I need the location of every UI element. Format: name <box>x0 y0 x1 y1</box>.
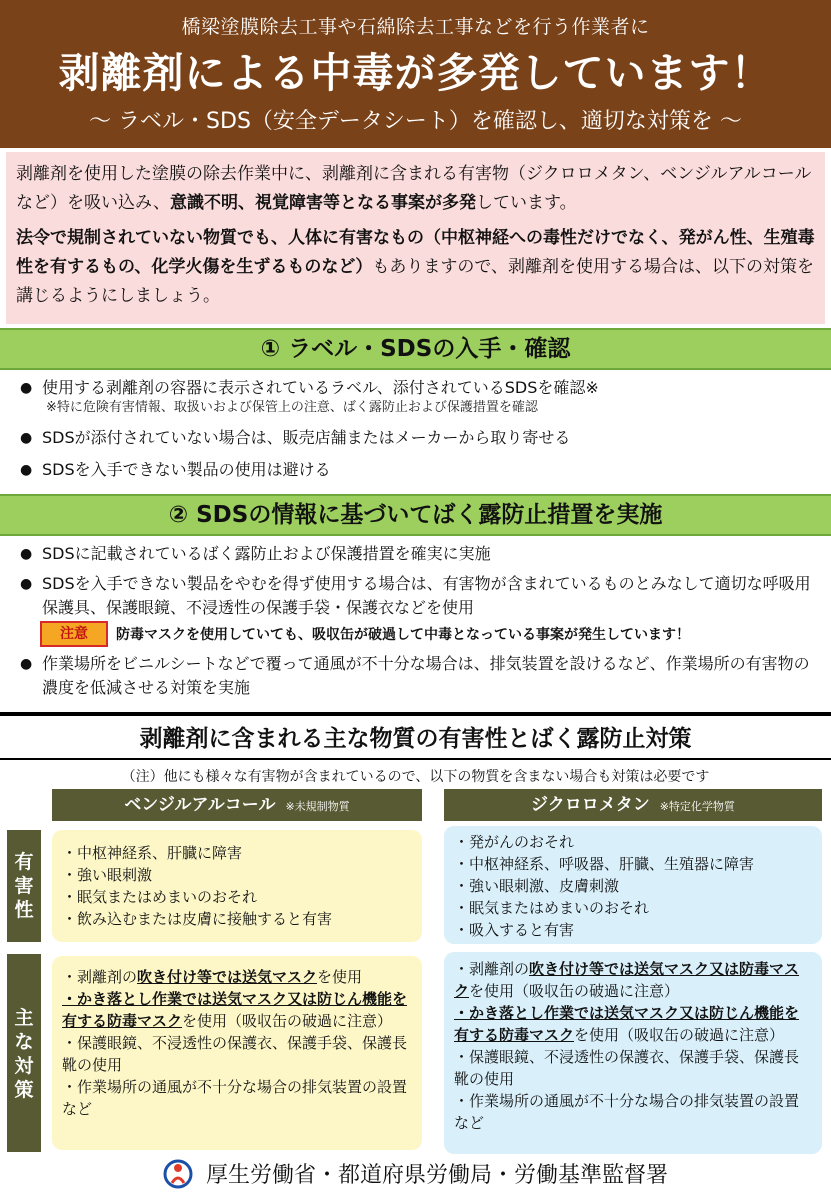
cell-line: ・眠気またはめまいのおそれ <box>62 888 258 906</box>
list-item <box>18 376 818 400</box>
cell-line: ・保護眼鏡、不浸透性の保護衣、保護手袋、保護長靴の使用 <box>62 1034 408 1074</box>
page-subtitle: ～ ラベル・SDS（安全データシート）を確認し、適切な対策を ～ <box>89 109 742 134</box>
column-header-benzyl-alcohol <box>52 789 422 821</box>
list-item-text: 作業場所をビニルシートなどで覆って通風が不十分な場合は、排気装置を設けるなど、作業場所の有害物の濃度を低減させる対策を実施 <box>42 654 810 697</box>
bullet-icon: ● <box>20 430 33 446</box>
caution-badge: 注意 <box>40 621 108 647</box>
cell-emphasis: 吹き付け等では送気マスク又は防毒マスク <box>454 960 800 1000</box>
bullet-icon: ● <box>20 576 33 592</box>
list-item-text: SDSを入手できない製品をやむを得ず使用する場合は、有害物が含まれているものとみなして適切な呼吸用保護具、保護眼鏡、不浸透性の保護手袋・保護衣などを使用 <box>42 574 811 617</box>
list-item <box>18 652 818 700</box>
cell-line: ・飲み込むまたは皮膚に接触すると有害 <box>62 910 333 928</box>
section-1-footnote: ※特に危険有害情報、取扱いおよび保管上の注意、ばく露防止および保護措置を確認 <box>46 400 538 415</box>
list-item <box>18 542 818 566</box>
cell-line <box>62 966 412 988</box>
cell-line: ・保護眼鏡、不浸透性の保護衣、保護手袋、保護長靴の使用 <box>454 1048 800 1088</box>
cell-line <box>454 1002 812 1046</box>
column-header-tag: ※未規制物質 <box>285 800 350 813</box>
ministry-logo-icon <box>163 1159 193 1189</box>
cell-dcm-measures <box>444 952 822 1154</box>
column-header-label: ベンジルアルコール <box>124 795 276 815</box>
row-label-measures <box>7 954 41 1152</box>
intro-paragraph-2 <box>16 224 815 311</box>
bullet-icon: ● <box>20 462 33 478</box>
cell-emphasis: ・かき落とし作業では送気マスク又は防じん機能を有する防毒マスク <box>62 990 408 1030</box>
caution-row <box>40 621 830 647</box>
caution-message: 防毒マスクを使用していても、吸収缶が破過して中毒となっている事案が発生しています！ <box>116 627 690 643</box>
cell-text: を使用（吸収缶の破過に注意） <box>574 1026 785 1044</box>
intro-paragraph-1 <box>16 160 815 218</box>
cell-line: ・吸入すると有害 <box>454 921 575 939</box>
row-label-char: 策 <box>14 1079 34 1101</box>
intro-box <box>6 152 825 324</box>
row-label-hazard <box>7 830 41 942</box>
cell-line: ・中枢神経系、呼吸器、肝臓、生殖器に障害 <box>454 855 755 873</box>
row-label-char: な <box>14 1031 34 1053</box>
cell-dcm-hazard <box>444 826 822 944</box>
row-label-char: 有 <box>14 851 34 873</box>
cell-text: を使用（吸収缶の破過に注意） <box>182 1012 393 1030</box>
cell-line: ・強い眼刺激 <box>62 866 153 884</box>
cell-emphasis: 吹き付け等では送気マスク <box>137 968 318 986</box>
cell-line <box>454 958 812 1002</box>
intro-emphasis: 意識不明、視覚障害等となる事案が多発 <box>170 193 477 213</box>
cell-line: ・中枢神経系、肝臓に障害 <box>62 844 243 862</box>
cell-benzyl-measures <box>52 956 422 1150</box>
list-item <box>18 426 818 450</box>
row-label-char: 性 <box>14 899 34 921</box>
intro-text: もありますので、剥離剤を使用する場合は、以下の対策を講じるようにしましょう。 <box>16 257 814 306</box>
column-header-dichloromethane <box>444 789 822 821</box>
intro-text: 剥離剤を使用した塗膜の除去作業中に、剥離剤に含まれる有害物（ジクロロメタン、ベンジルアルコールなど）を吸い込み、 <box>16 164 812 213</box>
column-header-tag: ※特定化学物質 <box>659 800 735 813</box>
cell-line: ・発がんのおそれ <box>454 833 575 851</box>
footer <box>0 1158 831 1200</box>
cell-emphasis: ・かき落とし作業では送気マスク又は防じん機能を有する防毒マスク <box>454 1004 800 1044</box>
bullet-icon: ● <box>20 546 33 562</box>
divider <box>0 758 831 760</box>
section-1-list <box>18 376 818 482</box>
list-item <box>18 572 818 620</box>
list-item-text: 使用する剥離剤の容器に表示されているラベル、添付されているSDSを確認※ <box>42 378 599 397</box>
page-title: 剥離剤による中毒が多発しています！ <box>58 49 773 97</box>
footer-organization: 厚生労働省・都道府県労働局・労働基準監督署 <box>206 1163 669 1188</box>
row-label-char: 対 <box>14 1055 34 1077</box>
list-item-text: SDSを入手できない製品の使用は避ける <box>42 460 331 479</box>
cell-line: ・眠気またはめまいのおそれ <box>454 899 650 917</box>
cell-line: ・作業場所の通風が不十分な場合の排気装置の設置など <box>454 1092 800 1132</box>
table-title: 剥離剤に含まれる主な物質の有害性とばく露防止対策 <box>139 726 692 752</box>
section-1-heading: ① ラベル・SDSの入手・確認 <box>0 328 831 370</box>
cell-line: ・強い眼刺激、皮膚刺激 <box>454 877 620 895</box>
cell-text: を使用 <box>317 968 363 986</box>
list-item-text: SDSが添付されていない場合は、販売店舗またはメーカーから取り寄せる <box>42 428 571 447</box>
row-label-char: 害 <box>14 875 34 897</box>
list-item-text: SDSに記載されているばく露防止および保護措置を確実に実施 <box>42 544 491 563</box>
cell-text: を使用（吸収缶の破過に注意） <box>469 982 680 1000</box>
section-2-heading: ② SDSの情報に基づいてばく露防止措置を実施 <box>0 494 831 536</box>
cell-benzyl-hazard <box>52 830 422 942</box>
cell-line <box>62 988 412 1032</box>
divider <box>0 712 831 716</box>
row-label-char: 主 <box>14 1007 34 1029</box>
section-2-list-cont <box>18 652 818 700</box>
column-header-label: ジクロロメタン <box>531 795 650 815</box>
cell-text: ・剥離剤の <box>62 968 138 986</box>
intro-text: しています。 <box>476 193 577 213</box>
list-item <box>18 458 818 482</box>
bullet-icon: ● <box>20 656 33 672</box>
intro-emphasis: 法令で規制されていない物質でも、人体に有害なもの（中枢神経への毒性だけでなく、発がん性、生殖毒性を有するもの、化学火傷を生ずるものなど） <box>16 228 815 277</box>
cell-text: ・剥離剤の <box>454 960 530 978</box>
bullet-icon: ● <box>20 380 33 396</box>
cell-line: ・作業場所の通風が不十分な場合の排気装置の設置など <box>62 1078 408 1118</box>
header-banner <box>0 0 831 148</box>
section-2-list <box>18 542 818 620</box>
table-note: （注）他にも様々な有害物が含まれているので、以下の物質を含まない場合も対策は必要です <box>121 769 710 785</box>
header-pre-title: 橋梁塗膜除去工事や石綿除去工事などを行う作業者に <box>181 16 650 38</box>
